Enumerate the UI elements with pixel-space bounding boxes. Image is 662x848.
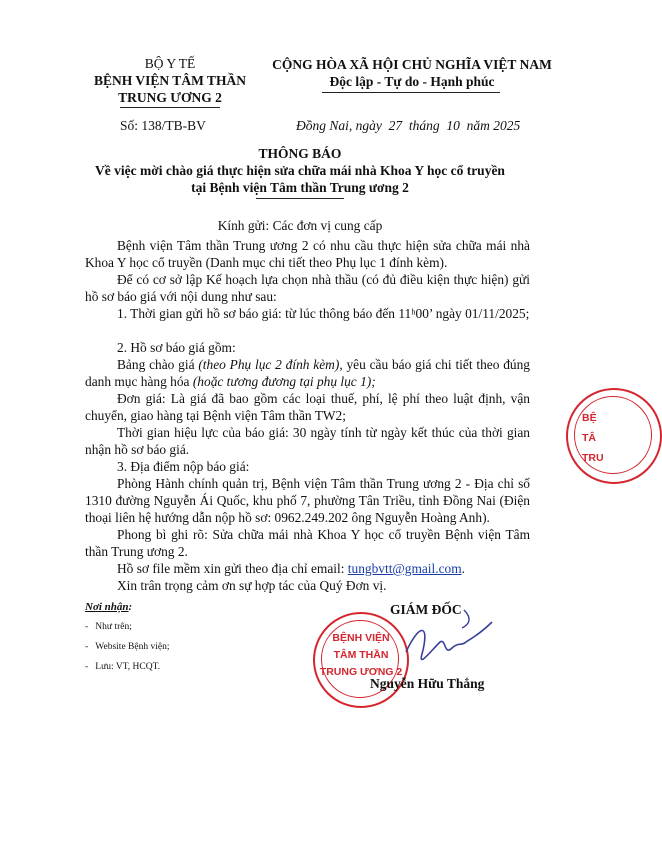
paragraph-1: Bệnh viện Tâm thần Trung ương 2 có nhu cầu thực hiện sửa chữa mái nhà Khoa Y học cổ truyền (Danh mục chi tiết theo Phụ lục 1 đính kèm). xyxy=(85,238,530,270)
thanks-line: Xin trân trọng cảm ơn sự hợp tác của Quý Đơn vị. xyxy=(117,578,387,593)
item-3-address: Phòng Hành chính quản trị, Bệnh viện Tâm thần Trung ương 2 - Địa chỉ số 1310 đường Nguyễn Ái Quốc, khu phố 7, phường Tân Triều, tỉnh Đồng Nai (Điện thoại liên hệ hướng dẫn nộp hồ sơ: 0962.249.202 ông Nguyễn Hoàng Anh). xyxy=(85,476,530,525)
email-post: . xyxy=(461,561,466,576)
item-2-a-mid: , yêu cầu báo giá chi tiết theo đúng danh mục hàng hóa xyxy=(85,357,530,389)
republic-name: CỘNG HÒA XÃ HỘI CHỦ NGHĨA VIỆT NAM xyxy=(272,57,552,72)
title-main: THÔNG BÁO xyxy=(258,146,342,161)
email-link[interactable]: tungbvtt@gmail.com xyxy=(347,561,462,576)
national-motto: Độc lập - Tự do - Hạnh phúc xyxy=(329,74,495,89)
notice-title xyxy=(60,145,540,196)
header-left-underline xyxy=(120,107,220,108)
salutation: Kính gửi: Các đơn vị cung cấp xyxy=(217,218,383,233)
title-sub1: Về việc mời chào giá thực hiện sửa chữa mái nhà Khoa Y học cổ truyền xyxy=(95,163,505,178)
item-2-heading: 2. Hồ sơ báo giá gồm: xyxy=(117,340,236,355)
item-3-heading: 3. Địa điểm nộp báo giá: xyxy=(117,459,250,474)
edge-stamp-text: BỆ TÂ TRU xyxy=(582,412,604,464)
recipient-item: - Lưu: VT, HCQT. xyxy=(85,662,161,672)
handwritten-signature xyxy=(400,612,510,682)
recipient-item: - Như trên; xyxy=(85,622,132,632)
header-left xyxy=(70,55,270,106)
hospital-name-line2: TRUNG ƯƠNG 2 xyxy=(118,90,222,105)
paragraph-2: Để có cơ sở lập Kế hoạch lựa chọn nhà thầu (có đủ điều kiện thực hiện) gửi hồ sơ báo giá với nội dung như sau: xyxy=(85,272,530,304)
hospital-name-line1: BỆNH VIỆN TÂM THẦN xyxy=(94,73,246,88)
signer-role: GIÁM ĐỐC xyxy=(390,602,462,617)
signer-name: Nguyễn Hữu Thắng xyxy=(370,676,485,691)
official-stamp xyxy=(313,612,409,708)
item-3-envelope: Phong bì ghi rõ: Sửa chữa mái nhà Khoa Y học cổ truyền Bệnh viện Tâm thần Trung ương 2. xyxy=(85,527,530,559)
item-2-a-italic: (theo Phụ lục 2 đính kèm) xyxy=(198,357,340,372)
email-pre: Hồ sơ file mềm xin gửi theo địa chỉ email: xyxy=(117,561,348,576)
header-right-underline xyxy=(322,92,500,93)
date-line: Đồng Nai, ngày 27 tháng 10 năm 2025 xyxy=(296,118,521,133)
title-sub2: tại Bệnh viện Tâm thần Trung ương 2 xyxy=(191,180,409,195)
item-1-deadline: 1. Thời gian gửi hồ sơ báo giá: từ lúc thông báo đến 11ʰ00’ ngày 01/11/2025; xyxy=(117,306,530,321)
item-2-price-sheet xyxy=(85,356,530,390)
recipient-item: - Website Bệnh viện; xyxy=(85,642,170,652)
item-2-a-italic2: (hoặc tương đương tại phụ lục 1); xyxy=(192,374,376,389)
recipients-block xyxy=(85,600,285,674)
stamp-text: BỆNH VIỆN TÂM THẦN TRUNG ƯƠNG 2 xyxy=(319,632,403,678)
recipients-label-line xyxy=(85,600,285,614)
ministry-name: BỘ Y TẾ xyxy=(144,56,196,71)
item-2-unit-price: Đơn giá: Là giá đã bao gồm các loại thuế, phí, lệ phí theo luật định, vận chuyển, giao hàng tại Bệnh viện Tâm thần TW2; xyxy=(85,391,530,423)
recipients-colon: : xyxy=(128,601,133,613)
header-right xyxy=(262,56,562,90)
title-underline xyxy=(256,198,344,199)
edge-stamp xyxy=(566,388,662,484)
document-number: Số: 138/TB-BV xyxy=(120,118,206,133)
item-2-validity: Thời gian hiệu lực của báo giá: 30 ngày tính từ ngày kết thúc của thời gian nhận hồ sơ báo giá. xyxy=(85,425,530,457)
recipients-label: Nơi nhận xyxy=(85,601,129,613)
email-line xyxy=(85,560,530,577)
item-2-a-pre: Bảng chào giá xyxy=(117,357,199,372)
